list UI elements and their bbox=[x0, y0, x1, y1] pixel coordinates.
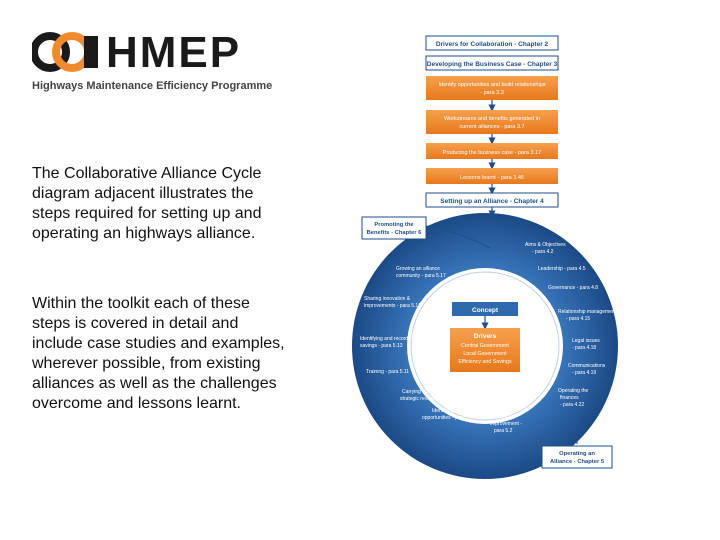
hmep-logo bbox=[30, 28, 273, 98]
drivers-center-line1: Central Government bbox=[461, 343, 509, 349]
process-step-identify-line2: - para 3.3 bbox=[480, 90, 504, 96]
chapter-box-operating-line2: Alliance - Chapter 5 bbox=[549, 459, 605, 465]
label-continuous-2: improvement - bbox=[490, 421, 522, 427]
hmep-logo-mark-icon bbox=[32, 32, 102, 72]
process-step-workstreams bbox=[426, 110, 558, 134]
collaborative-alliance-cycle-diagram bbox=[340, 30, 630, 510]
label-continuous-3: para 5.2 bbox=[494, 428, 513, 434]
chapter-box-setting-up bbox=[426, 193, 558, 207]
label-sharing-2: improvements - para 5.15 bbox=[364, 303, 421, 309]
label-legal-2: - para 4.18 bbox=[572, 345, 597, 351]
process-step-lessons bbox=[426, 168, 558, 184]
label-continuous-1: Continuous bbox=[490, 414, 516, 420]
label-relationship-1: Relationship management bbox=[558, 309, 617, 315]
chapter-box-setting-up-text: Setting up an Alliance - Chapter 4 bbox=[440, 198, 544, 205]
label-relationship-2: - para 4.15 bbox=[566, 316, 591, 322]
chapter-box-operating bbox=[542, 446, 612, 468]
toolkit-paragraph: Within the toolkit each of these steps is covered in detail and include case studies and examples, wherever possible, from existing alliances as well as the challenges overcome and lessons learnt. bbox=[32, 295, 285, 412]
process-step-lessons-line1: Lessons learnt - para 3.45 bbox=[460, 175, 524, 181]
label-carrying-1: Carrying out regular bbox=[402, 389, 447, 395]
label-legal-1: Legal issues bbox=[572, 338, 600, 344]
chapter-box-drivers bbox=[426, 36, 558, 50]
label-communications-1: Communications bbox=[568, 363, 606, 369]
chapter-box-promoting-line2: Benefits - Chapter 6 bbox=[366, 230, 422, 236]
label-budgeting-1: Identifying and recording bbox=[360, 336, 415, 342]
process-step-business-case bbox=[426, 143, 558, 159]
chapter-box-business-case-text: Developing the Business Case - Chapter 3 bbox=[426, 61, 558, 68]
label-identifying-1: Identifying new bbox=[432, 408, 466, 414]
process-step-identify bbox=[426, 76, 558, 100]
chapter-box-operating-line1: Operating an bbox=[559, 451, 595, 457]
drivers-center-line2: Local Government bbox=[463, 351, 507, 357]
label-carrying-2: strategic reviews - para 5.9 bbox=[400, 396, 461, 402]
chapter-box-promoting bbox=[362, 217, 426, 239]
chapter-box-business-case bbox=[426, 56, 558, 70]
logo-wordmark: HMEP bbox=[106, 28, 242, 77]
chapter-box-drivers-text: Drivers for Collaboration - Chapter 2 bbox=[435, 41, 549, 48]
label-budgeting-2: savings - para 5.13 bbox=[360, 343, 403, 349]
intro-paragraph: The Collaborative Alliance Cycle diagram adjacent illustrates the steps required for setting up and operating an highways alliance. bbox=[32, 165, 262, 242]
label-sharing-1: Sharing innovation & bbox=[364, 296, 411, 302]
process-step-business-case-line1: Producing the business case - para 3.17 bbox=[442, 150, 542, 156]
label-growing-2: community - para 5.17 bbox=[396, 273, 446, 279]
label-finance-3: - para 4.22 bbox=[560, 402, 585, 408]
concept-box bbox=[452, 302, 518, 316]
drivers-center-title: Drivers bbox=[473, 333, 497, 340]
label-communications-2: - para 4.19 bbox=[572, 370, 597, 376]
logo-subtitle: Highways Maintenance Efficiency Programme bbox=[32, 80, 273, 92]
label-identifying-2: opportunities - para 5.7 bbox=[422, 415, 474, 421]
process-step-identify-line1: Identify opportunities and build relationships bbox=[438, 82, 546, 88]
drivers-center-box bbox=[450, 328, 520, 372]
label-leadership: Leadership - para 4.5 bbox=[538, 266, 586, 272]
label-growing-1: Growing an alliance bbox=[396, 266, 440, 272]
label-training: Training - para 5.11 bbox=[366, 369, 410, 375]
drivers-center-line3: Efficiency and Savings bbox=[458, 359, 512, 365]
process-step-workstreams-line2: current alliances - para 3.7 bbox=[459, 124, 525, 130]
concept-label: Concept bbox=[472, 307, 498, 314]
label-aims-1: Aims & Objectives bbox=[525, 242, 566, 248]
process-step-workstreams-line1: Workstreams and benefits generated in bbox=[444, 116, 540, 122]
label-governance: Governance - para 4.8 bbox=[548, 285, 599, 291]
label-aims-2: - para 4.2 bbox=[532, 249, 554, 255]
chapter-box-promoting-line1: Promoting the bbox=[374, 222, 414, 228]
label-finance-2: finances bbox=[560, 395, 579, 401]
label-finance-1: Operating the bbox=[558, 388, 589, 394]
